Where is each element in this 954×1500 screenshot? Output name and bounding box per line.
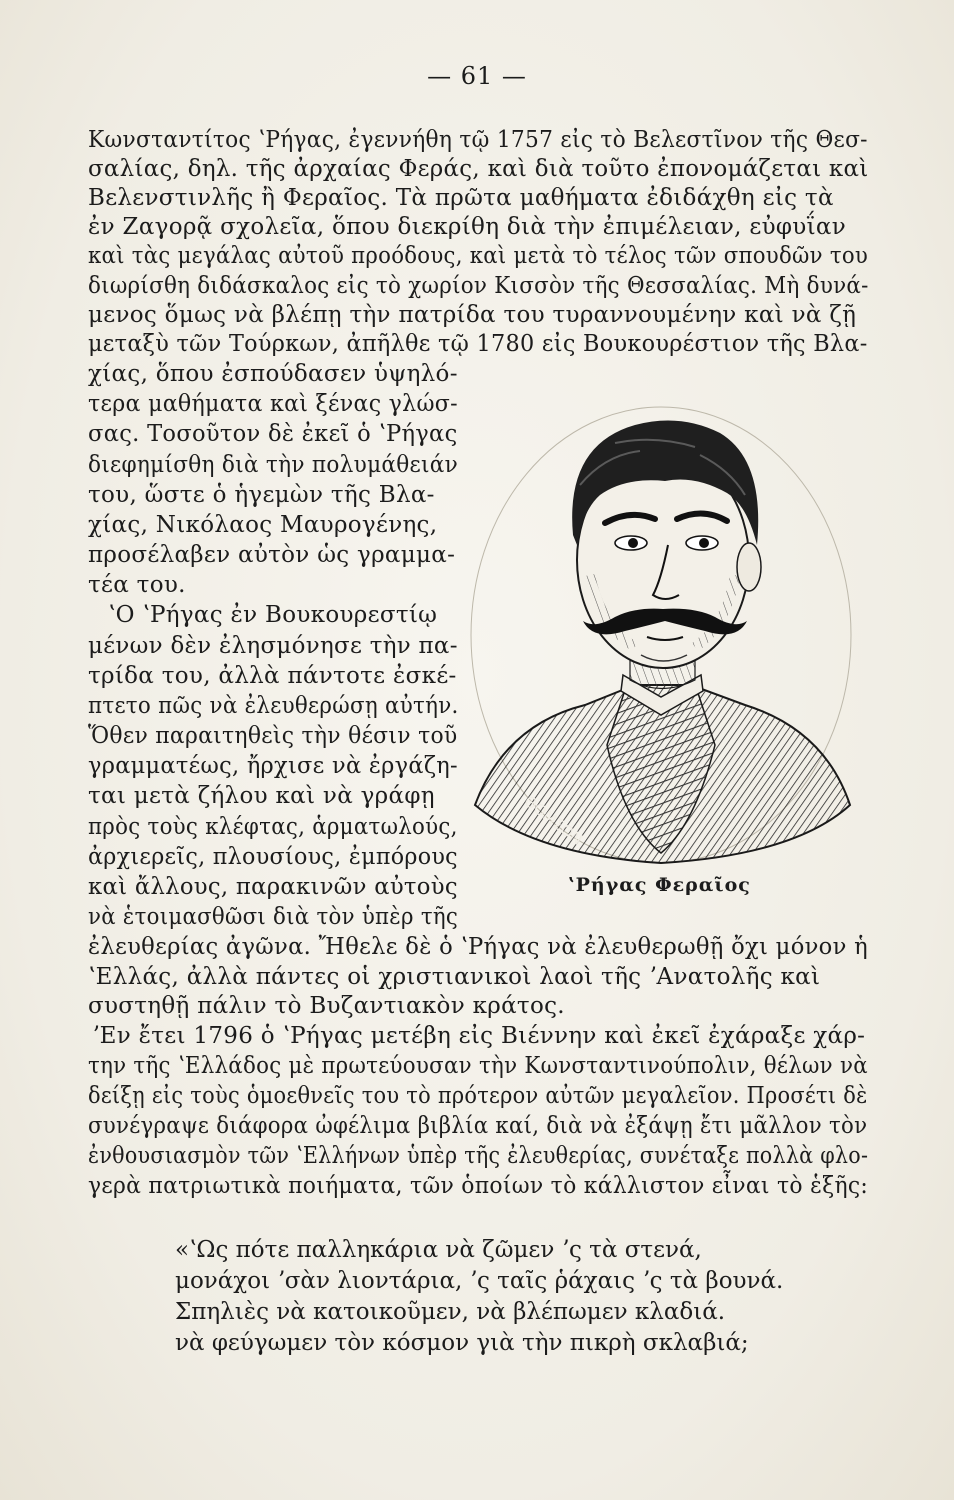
text-line: χίας, Νικόλαος Μαυρογένης, (88, 512, 438, 538)
text-line: καὶ ἄλλους, παρακινῶν αὐτοὺς (88, 874, 458, 900)
text-line: Βελενστινλῆς ἢ Φεραῖος. Τὰ πρῶτα μαθήματα ἐδιδάχθη εἰς τὰ (88, 185, 834, 211)
text-line: μεταξὺ τῶν Τούρκων, ἀπῆλθε τῷ 1780 εἰς Βουκουρέστιον τῆς Βλα- (88, 331, 868, 357)
text-line: τερα μαθήματα καὶ ξένας γλώσ- (88, 391, 458, 417)
text-line: του, ὥστε ὁ ἡγεμὼν τῆς Βλα- (88, 482, 435, 508)
text-line: ἐνθουσιασμὸν τῶν ʽΕλλήνων ὑπὲρ τῆς ἐλευθερίας, συνέταξε πολλὰ φλο- (88, 1143, 869, 1169)
text-line: προσέλαβεν αὐτὸν ὡς γραμμα- (88, 542, 456, 568)
text-line: χίας, ὅπου ἐσπούδασεν ὑψηλό- (88, 361, 458, 387)
text-line: ἐλευθερίας ἀγῶνα. Ἤθελε δὲ ὁ ʽΡήγας νὰ ἐλευθερωθῇ ὄχι μόνον ἡ (88, 934, 868, 960)
portrait-engraving (465, 385, 857, 870)
text-line: νὰ ἑτοιμασθῶσι διὰ τὸν ὑπὲρ τῆς (88, 904, 459, 930)
text-line: ται μετὰ ζήλου καὶ νὰ γράφῃ (88, 783, 435, 809)
text-line: συστηθῇ πάλιν τὸ Βυζαντιακὸν κράτος. (88, 993, 565, 1019)
text-line: γραμματέως, ἤρχισε νὰ ἐργάζη- (88, 753, 458, 779)
poem-line: μονάχοι ʼσὰν λιοντάρια, ʼς ταῖς ῥάχαις ʼς τὰ βουνά. (175, 1268, 784, 1294)
text-line: Κωνσταντίτος ʽΡήγας, ἐγεννήθη τῷ 1757 εἰς τὸ Βελεστῖνον τῆς Θεσ- (88, 127, 868, 153)
text-line: διωρίσθη διδάσκαλος εἰς τὸ χωρίον Κισσὸν τῆς Θεσσαλίας. Μὴ δυνά- (88, 273, 869, 299)
text-line: ἐν Ζαγορᾷ σχολεῖα, ὅπου διεκρίθη διὰ τὴν ἐπιμέλειαν, εὐφυΐαν (88, 214, 846, 240)
text-line: τέα του. (88, 572, 186, 598)
engraver-signature: ΘΟΜΣΟΝ (520, 791, 587, 849)
text-line: σας. Τοσοῦτον δὲ ἐκεῖ ὁ ʽΡήγας (88, 421, 458, 447)
text-line: διεφημίσθη διὰ τὴν πολυμάθειάν (88, 452, 459, 478)
portrait-caption: ʽΡήγας Φεραῖος (568, 874, 751, 896)
text-line: σαλίας, δηλ. τῆς ἀρχαίας Φεράς, καὶ διὰ τοῦτο ἐπονομάζεται καὶ (88, 156, 869, 182)
text-line: ʼΕν ἔτει 1796 ὁ ʽΡήγας μετέβη εἰς Βιέννην καὶ ἐκεῖ ἐχάραξε χάρ- (92, 1023, 866, 1049)
text-line: τρίδα του, ἀλλὰ πάντοτε ἐσκέ- (88, 663, 457, 689)
text-line: συνέγραψε διάφορα ὠφέλιμα βιβλία καί, διὰ νὰ ἐξάψῃ ἔτι μᾶλλον τὸν (88, 1113, 868, 1139)
text-line: ʽΟ ʽΡήγας ἐν Βουκουρεστίῳ (108, 602, 438, 628)
poem-line: Σπηλιὲς νὰ κατοικοῦμεν, νὰ βλέπωμεν κλαδιά. (175, 1299, 726, 1325)
text-line: ʽΕλλάς, ἀλλὰ πάντες οἱ χριστιανικοὶ λαοὶ τῆς ʼΑνατολῆς καὶ (88, 964, 821, 990)
text-line: την τῆς ʽΕλλάδος μὲ πρωτεύουσαν τὴν Κωνσταντινούπολιν, θέλων νὰ (88, 1053, 868, 1079)
text-line: Ὅθεν παραιτηθεὶς τὴν θέσιν τοῦ (88, 723, 458, 749)
poem-line: «ʽΩς πότε παλληκάρια νὰ ζῶμεν ʼς τὰ στενά, (175, 1237, 702, 1263)
poem-line: νὰ φεύγωμεν τὸν κόσμον γιὰ τὴν πικρὴ σκλαβιά; (175, 1330, 749, 1356)
text-line: πτετο πῶς νὰ ἐλευθερώσῃ αὐτήν. (88, 693, 459, 719)
text-line: πρὸς τοὺς κλέφτας, ἁρματωλούς, (88, 814, 458, 840)
text-line: καὶ τὰς μεγάλας αὐτοῦ προόδους, καὶ μετὰ τὸ τέλος τῶν σπουδῶν του (88, 243, 869, 269)
text-line: ἀρχιερεῖς, πλουσίους, ἐμπόρους (88, 844, 458, 870)
page-number: — 61 — (427, 62, 527, 90)
text-line: γερὰ πατριωτικὰ ποιήματα, τῶν ὁποίων τὸ κάλλιστον εἶναι τὸ ἑξῆς: (88, 1173, 869, 1199)
text-line: μένων δὲν ἐλησμόνησε τὴν πα- (88, 633, 458, 659)
text-line: μενος ὅμως νὰ βλέπῃ τὴν πατρίδα του τυραννουμένην καὶ νὰ ζῇ (88, 302, 857, 328)
text-line: δείξῃ εἰς τοὺς ὁμοεθνεῖς του τὸ πρότερον αὐτῶν μεγαλεῖον. Προσέτι δὲ (88, 1083, 868, 1109)
